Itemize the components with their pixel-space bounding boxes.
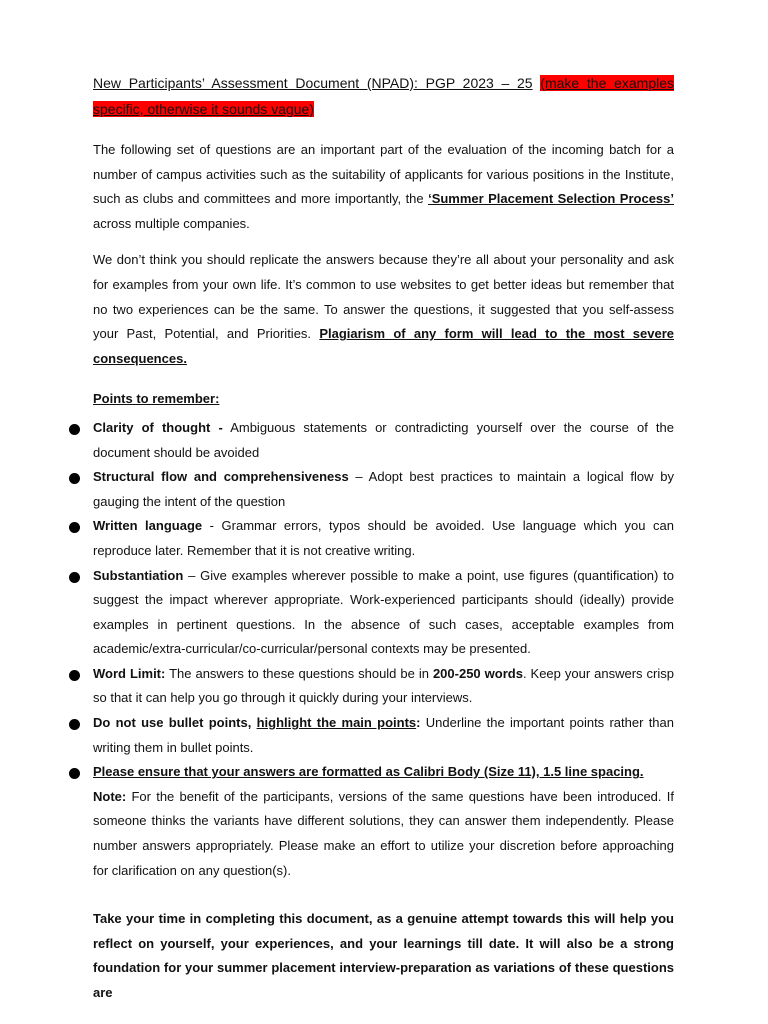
list-item [93,416,674,465]
bullet-icon [69,768,80,779]
note-paragraph [93,785,674,883]
points-heading: Points to remember: [93,391,220,407]
point-text: - Grammar errors, typos should be avoided. Use language which you can reproduce later. Remember that it is not creative writing. [93,518,674,558]
point-text: Ambiguous statements or contradicting yourself over the course of the document should be avoided [93,419,674,460]
point-label: Do not use bullet points, [93,715,257,731]
list-item [93,465,674,514]
point-label-underlined: highlight the main points [256,715,417,731]
intro-text: The following set of questions are an important part of the evaluation of the incoming batch for a number of campus activities such as the suitability of applicants for various positions in the Institute, such as clubs and committees and more importantly, the [93,142,674,207]
bullet-icon [69,572,80,583]
point-text: The answers to these questions should be in [165,665,433,681]
intro-highlight: ‘Summer Placement Selection Process’ [428,191,674,207]
list-item [93,514,674,563]
word-limit-value: 200-250 words [432,665,523,681]
list-item [93,564,674,662]
point-label: Clarity of thought - [93,419,223,435]
title-note-line1: (make the examples [540,75,675,91]
closing-paragraph: Take your time in completing this document, as a genuine attempt towards this will help you reflect on yourself, your experiences, and your learnings till date. It will also be a strong foundation for your summer placement interview-preparation as variations of these questions are [93,911,674,1000]
title-main: New Participants’ Assessment Document (NPAD): PGP 2023 – 25 [93,75,533,91]
point-text: – Give examples wherever possible to make a point, use figures (quantification) to suggest the impact wherever appropriate. Work-experienced participants should (ideally) provide examples in pertinent questions. In the absence of such cases, acceptable examples from academic/extra-curricular/co-curricular/personal contexts may be presented. [93,567,674,657]
bullet-icon [69,719,80,730]
formatting-instruction: Please ensure that your answers are formatted as Calibri Body (Size 11), 1.5 line spacing. [93,764,644,780]
point-text: Underline the important points rather than writing them in bullet points. [93,715,674,755]
list-item [93,662,674,711]
point-text: – Adopt best practices to maintain a logical flow by gauging the intent of the question [93,469,674,509]
intro-paragraph [93,138,674,236]
point-label: Structural flow and comprehensiveness [93,469,349,485]
bullet-icon [69,473,80,484]
point-label: Written language [93,518,203,534]
plagiarism-warning: Plagiarism of any form will lead to the most severe consequences. [93,326,674,366]
point-label: Word Limit: [93,665,166,681]
points-list [93,416,674,785]
instructions-text: We don’t think you should replicate the answers because they’re all about your personality and ask for examples from your own life. It’s common to use websites to get better ideas but remember that no two experiences can be the same. To answer the questions, it suggested that you self-assess your Past, Potential, and Priorities. [93,252,674,342]
document-title [93,70,674,122]
intro-end: across multiple companies. [93,215,250,231]
bullet-icon [69,522,80,533]
point-label: Substantiation [93,567,184,583]
title-note-line2: specific, otherwise it sounds vague) [93,101,314,117]
list-item [93,711,674,760]
point-text-end: . Keep your answers crisp so that it can help you go through it quickly during your interviews. [93,665,674,706]
note-label: Note: [93,788,127,804]
point-label-end: : [416,715,421,731]
instructions-paragraph [93,248,674,371]
list-item [93,760,674,785]
bullet-icon [69,424,80,435]
document-body [93,70,674,1019]
note-text: For the benefit of the participants, versions of the same questions have been introduced. If someone thinks the variants have different solutions, they can answer them independently. Please number answers appropriately. Please make an effort to utilize your discretion before approaching for clarification on any question(s). [93,788,674,878]
bullet-icon [69,670,80,681]
